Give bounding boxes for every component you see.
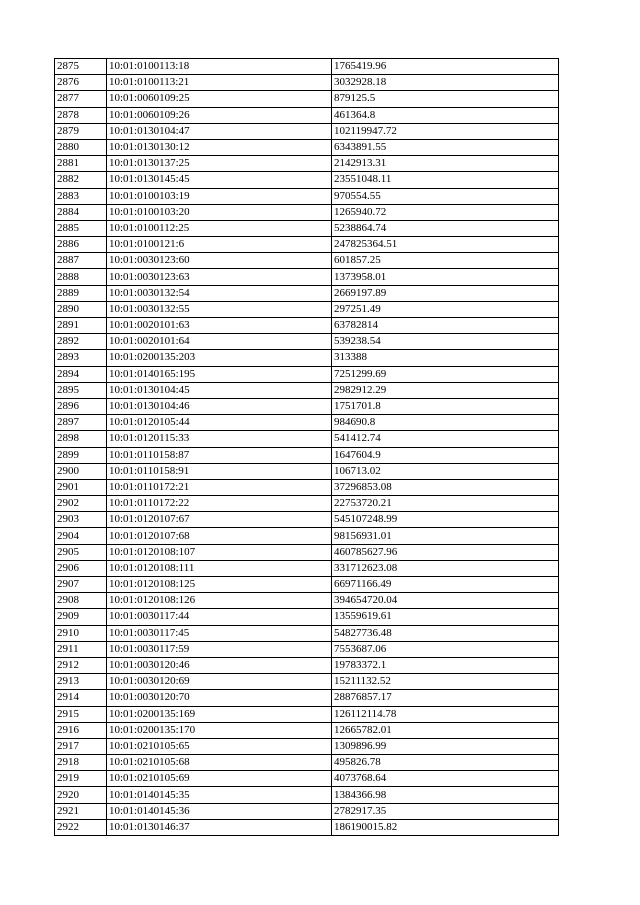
table-row xyxy=(55,755,559,771)
cadastral-value-cell: 98156931.01 xyxy=(332,528,559,544)
cadastral-value-cell: 126112114.78 xyxy=(332,706,559,722)
cadastral-number-cell: 10:01:0030132:55 xyxy=(107,301,332,317)
cadastral-value-cell: 28876857.17 xyxy=(332,690,559,706)
cadastral-number-cell: 10:01:0120108:125 xyxy=(107,577,332,593)
table-row xyxy=(55,657,559,673)
table-row xyxy=(55,123,559,139)
cadastral-value-cell: 879125.5 xyxy=(332,91,559,107)
table-row xyxy=(55,59,559,75)
row-number-cell: 2903 xyxy=(55,512,107,528)
table-row xyxy=(55,479,559,495)
row-number-cell: 2901 xyxy=(55,479,107,495)
cadastral-value-cell: 331712623.08 xyxy=(332,560,559,576)
cadastral-value-cell: 247825364.51 xyxy=(332,237,559,253)
cadastral-number-cell: 10:01:0060109:26 xyxy=(107,107,332,123)
cadastral-value-cell: 186190015.82 xyxy=(332,819,559,835)
cadastral-value-cell: 313388 xyxy=(332,350,559,366)
row-number-cell: 2914 xyxy=(55,690,107,706)
cadastral-number-cell: 10:01:0130146:37 xyxy=(107,819,332,835)
row-number-cell: 2893 xyxy=(55,350,107,366)
cadastral-value-cell: 66971166.49 xyxy=(332,577,559,593)
row-number-cell: 2904 xyxy=(55,528,107,544)
table-row xyxy=(55,204,559,220)
row-number-cell: 2912 xyxy=(55,657,107,673)
table-row xyxy=(55,690,559,706)
row-number-cell: 2910 xyxy=(55,625,107,641)
row-number-cell: 2885 xyxy=(55,220,107,236)
table-row xyxy=(55,560,559,576)
cadastral-value-cell: 2669197.89 xyxy=(332,285,559,301)
cadastral-value-cell: 3032928.18 xyxy=(332,75,559,91)
table-row xyxy=(55,75,559,91)
row-number-cell: 2916 xyxy=(55,722,107,738)
row-number-cell: 2886 xyxy=(55,237,107,253)
table-row xyxy=(55,674,559,690)
cadastral-value-cell: 2142913.31 xyxy=(332,156,559,172)
table-row xyxy=(55,366,559,382)
cadastral-number-cell: 10:01:0130104:47 xyxy=(107,123,332,139)
cadastral-number-cell: 10:01:0120107:68 xyxy=(107,528,332,544)
table-row xyxy=(55,577,559,593)
cadastral-value-cell: 1647604.9 xyxy=(332,447,559,463)
table-row xyxy=(55,528,559,544)
table-row xyxy=(55,593,559,609)
table-row xyxy=(55,350,559,366)
cadastral-number-cell: 10:01:0030117:44 xyxy=(107,609,332,625)
row-number-cell: 2881 xyxy=(55,156,107,172)
cadastral-value-cell: 2782917.35 xyxy=(332,803,559,819)
cadastral-number-cell: 10:01:0200135:203 xyxy=(107,350,332,366)
row-number-cell: 2917 xyxy=(55,738,107,754)
row-number-cell: 2898 xyxy=(55,431,107,447)
cadastral-number-cell: 10:01:0140165:195 xyxy=(107,366,332,382)
cadastral-value-cell: 495826.78 xyxy=(332,755,559,771)
cadastral-number-cell: 10:01:0110172:22 xyxy=(107,496,332,512)
cadastral-number-cell: 10:01:0100103:19 xyxy=(107,188,332,204)
row-number-cell: 2918 xyxy=(55,755,107,771)
cadastral-value-cell: 297251.49 xyxy=(332,301,559,317)
table-row xyxy=(55,787,559,803)
row-number-cell: 2906 xyxy=(55,560,107,576)
table-row xyxy=(55,771,559,787)
cadastral-number-cell: 10:01:0100112:25 xyxy=(107,220,332,236)
cadastral-value-cell: 2982912.29 xyxy=(332,382,559,398)
cadastral-number-cell: 10:01:0030123:60 xyxy=(107,253,332,269)
row-number-cell: 2883 xyxy=(55,188,107,204)
row-number-cell: 2919 xyxy=(55,771,107,787)
row-number-cell: 2921 xyxy=(55,803,107,819)
row-number-cell: 2890 xyxy=(55,301,107,317)
cadastral-number-cell: 10:01:0200135:169 xyxy=(107,706,332,722)
cadastral-value-cell: 106713.02 xyxy=(332,463,559,479)
cadastral-value-cell: 22753720.21 xyxy=(332,496,559,512)
cadastral-value-table xyxy=(54,58,559,836)
table-row xyxy=(55,803,559,819)
table-row xyxy=(55,382,559,398)
cadastral-number-cell: 10:01:0210105:69 xyxy=(107,771,332,787)
row-number-cell: 2891 xyxy=(55,318,107,334)
cadastral-number-cell: 10:01:0030120:46 xyxy=(107,657,332,673)
cadastral-number-cell: 10:01:0110158:91 xyxy=(107,463,332,479)
cadastral-number-cell: 10:01:0130145:45 xyxy=(107,172,332,188)
cadastral-number-cell: 10:01:0110172:21 xyxy=(107,479,332,495)
row-number-cell: 2877 xyxy=(55,91,107,107)
cadastral-value-cell: 1309896.99 xyxy=(332,738,559,754)
cadastral-value-cell: 19783372.1 xyxy=(332,657,559,673)
row-number-cell: 2897 xyxy=(55,415,107,431)
table-row xyxy=(55,318,559,334)
cadastral-value-cell: 1373958.01 xyxy=(332,269,559,285)
cadastral-number-cell: 10:01:0110158:87 xyxy=(107,447,332,463)
table-row xyxy=(55,512,559,528)
cadastral-number-cell: 10:01:0030117:45 xyxy=(107,625,332,641)
row-number-cell: 2879 xyxy=(55,123,107,139)
cadastral-number-cell: 10:01:0140145:36 xyxy=(107,803,332,819)
cadastral-value-cell: 394654720.04 xyxy=(332,593,559,609)
cadastral-value-cell: 4073768.64 xyxy=(332,771,559,787)
cadastral-value-cell: 1384366.98 xyxy=(332,787,559,803)
row-number-cell: 2922 xyxy=(55,819,107,835)
cadastral-number-cell: 10:01:0130137:25 xyxy=(107,156,332,172)
cadastral-value-cell: 5238864.74 xyxy=(332,220,559,236)
cadastral-value-cell: 7251299.69 xyxy=(332,366,559,382)
row-number-cell: 2894 xyxy=(55,366,107,382)
cadastral-value-cell: 12665782.01 xyxy=(332,722,559,738)
cadastral-value-cell: 1265940.72 xyxy=(332,204,559,220)
cadastral-value-cell: 545107248.99 xyxy=(332,512,559,528)
cadastral-number-cell: 10:01:0120107:67 xyxy=(107,512,332,528)
row-number-cell: 2905 xyxy=(55,544,107,560)
cadastral-value-cell: 1751701.8 xyxy=(332,398,559,414)
table-row xyxy=(55,819,559,835)
table-row xyxy=(55,609,559,625)
table-row xyxy=(55,738,559,754)
row-number-cell: 2911 xyxy=(55,641,107,657)
table-row xyxy=(55,415,559,431)
cadastral-value-cell: 15211132.52 xyxy=(332,674,559,690)
cadastral-number-cell: 10:01:0030132:54 xyxy=(107,285,332,301)
table-row xyxy=(55,625,559,641)
table-row xyxy=(55,706,559,722)
row-number-cell: 2876 xyxy=(55,75,107,91)
cadastral-number-cell: 10:01:0100121:6 xyxy=(107,237,332,253)
row-number-cell: 2896 xyxy=(55,398,107,414)
table-row xyxy=(55,220,559,236)
cadastral-number-cell: 10:01:0120115:33 xyxy=(107,431,332,447)
table-row xyxy=(55,269,559,285)
table-row xyxy=(55,237,559,253)
cadastral-value-cell: 601857.25 xyxy=(332,253,559,269)
cadastral-number-cell: 10:01:0120108:111 xyxy=(107,560,332,576)
cadastral-value-cell: 984690.8 xyxy=(332,415,559,431)
table-row xyxy=(55,334,559,350)
cadastral-value-cell: 37296853.08 xyxy=(332,479,559,495)
table-row xyxy=(55,139,559,155)
table-row xyxy=(55,463,559,479)
table-row xyxy=(55,544,559,560)
cadastral-number-cell: 10:01:0130104:45 xyxy=(107,382,332,398)
cadastral-number-cell: 10:01:0100103:20 xyxy=(107,204,332,220)
table-row xyxy=(55,431,559,447)
row-number-cell: 2880 xyxy=(55,139,107,155)
cadastral-value-cell: 13559619.61 xyxy=(332,609,559,625)
table-row xyxy=(55,285,559,301)
table-row xyxy=(55,172,559,188)
table-row xyxy=(55,398,559,414)
cadastral-value-cell: 1765419.96 xyxy=(332,59,559,75)
row-number-cell: 2907 xyxy=(55,577,107,593)
cadastral-number-cell: 10:01:0120108:107 xyxy=(107,544,332,560)
cadastral-number-cell: 10:01:0210105:65 xyxy=(107,738,332,754)
cadastral-number-cell: 10:01:0030117:59 xyxy=(107,641,332,657)
cadastral-number-cell: 10:01:0120105:44 xyxy=(107,415,332,431)
row-number-cell: 2909 xyxy=(55,609,107,625)
cadastral-number-cell: 10:01:0030123:63 xyxy=(107,269,332,285)
row-number-cell: 2902 xyxy=(55,496,107,512)
row-number-cell: 2875 xyxy=(55,59,107,75)
cadastral-number-cell: 10:01:0020101:64 xyxy=(107,334,332,350)
row-number-cell: 2900 xyxy=(55,463,107,479)
row-number-cell: 2884 xyxy=(55,204,107,220)
table-row xyxy=(55,188,559,204)
row-number-cell: 2889 xyxy=(55,285,107,301)
cadastral-value-cell: 970554.55 xyxy=(332,188,559,204)
cadastral-value-cell: 7553687.06 xyxy=(332,641,559,657)
table-row xyxy=(55,496,559,512)
cadastral-number-cell: 10:01:0030120:70 xyxy=(107,690,332,706)
cadastral-number-cell: 10:01:0140145:35 xyxy=(107,787,332,803)
cadastral-number-cell: 10:01:0020101:63 xyxy=(107,318,332,334)
cadastral-value-cell: 539238.54 xyxy=(332,334,559,350)
row-number-cell: 2892 xyxy=(55,334,107,350)
table-row xyxy=(55,447,559,463)
row-number-cell: 2915 xyxy=(55,706,107,722)
cadastral-number-cell: 10:01:0100113:21 xyxy=(107,75,332,91)
cadastral-number-cell: 10:01:0100113:18 xyxy=(107,59,332,75)
cadastral-number-cell: 10:01:0120108:126 xyxy=(107,593,332,609)
row-number-cell: 2887 xyxy=(55,253,107,269)
row-number-cell: 2908 xyxy=(55,593,107,609)
cadastral-value-cell: 460785627.96 xyxy=(332,544,559,560)
table-row xyxy=(55,91,559,107)
table-row xyxy=(55,253,559,269)
cadastral-number-cell: 10:01:0210105:68 xyxy=(107,755,332,771)
cadastral-value-cell: 461364.8 xyxy=(332,107,559,123)
row-number-cell: 2895 xyxy=(55,382,107,398)
table-row xyxy=(55,107,559,123)
row-number-cell: 2913 xyxy=(55,674,107,690)
cadastral-number-cell: 10:01:0060109:25 xyxy=(107,91,332,107)
row-number-cell: 2920 xyxy=(55,787,107,803)
cadastral-value-cell: 63782814 xyxy=(332,318,559,334)
cadastral-number-cell: 10:01:0200135:170 xyxy=(107,722,332,738)
cadastral-number-cell: 10:01:0130130:12 xyxy=(107,139,332,155)
row-number-cell: 2888 xyxy=(55,269,107,285)
row-number-cell: 2882 xyxy=(55,172,107,188)
table-row xyxy=(55,641,559,657)
cadastral-number-cell: 10:01:0130104:46 xyxy=(107,398,332,414)
table-row xyxy=(55,156,559,172)
cadastral-value-cell: 23551048.11 xyxy=(332,172,559,188)
table-body xyxy=(55,59,559,836)
cadastral-value-cell: 541412.74 xyxy=(332,431,559,447)
cadastral-value-cell: 6343891.55 xyxy=(332,139,559,155)
table-row xyxy=(55,722,559,738)
cadastral-value-cell: 102119947.72 xyxy=(332,123,559,139)
row-number-cell: 2878 xyxy=(55,107,107,123)
cadastral-number-cell: 10:01:0030120:69 xyxy=(107,674,332,690)
cadastral-value-cell: 54827736.48 xyxy=(332,625,559,641)
table-row xyxy=(55,301,559,317)
row-number-cell: 2899 xyxy=(55,447,107,463)
